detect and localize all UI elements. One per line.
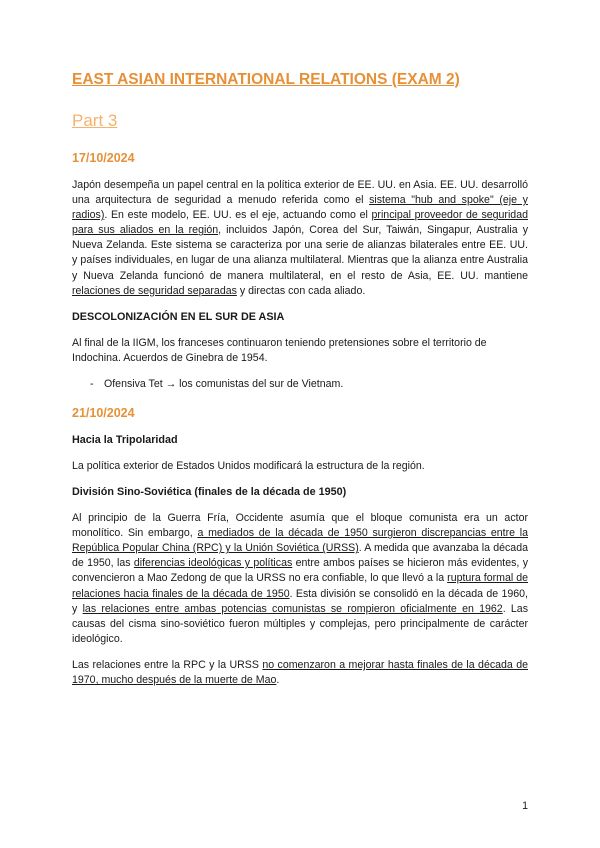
underlined-text: las relaciones entre ambas potencias comunistas se rompieron oficialmente en 1962 bbox=[82, 602, 503, 615]
document-page bbox=[72, 70, 528, 699]
section-heading: DESCOLONIZACIÓN EN EL SUR DE ASIA bbox=[72, 310, 285, 323]
text-run: Japón desempeña un papel central en la política exterior de EE. UU. en Asia. EE. UU. desarrolló una arquitectura de seguridad a menudo referida como el bbox=[72, 179, 528, 207]
section-date: 21/10/2024 bbox=[72, 405, 135, 420]
underlined-text: sistema "hub and spoke" (eje y radios) bbox=[72, 194, 528, 222]
section-date: 17/10/2024 bbox=[72, 151, 135, 165]
text-run: . A medida que avanzaba la década de 1950, las bbox=[72, 542, 528, 570]
paragraph-hub-and-spoke bbox=[72, 178, 528, 299]
part-heading: Part 3 bbox=[72, 111, 118, 130]
text-run: . Las causas del cisma sino-soviético fueron múltiples y complejas, pero principalmente de carácter ideológico. bbox=[72, 602, 528, 645]
text-run: Las relaciones entre la RPC y la URSS bbox=[72, 658, 263, 671]
text-run: , incluidos Japón, Corea del Sur, Taiwán, Singapur, Australia y Nueva Zelanda. Este sistema se caracteriza por una serie de alianzas bilaterales entre EE. UU. y países individuales, en lugar de una alianza multilateral. Mientras que la alianza entre Australia y Nueva Zelanda funcionó de manera multilateral, en el resto de Asia, EE. UU. mantiene bbox=[72, 224, 529, 282]
underlined-text: no comenzaron a mejorar hasta finales de la década de 1970, mucho después de la muerte de Mao bbox=[72, 658, 528, 686]
text-run: y directas con cada aliado. bbox=[236, 284, 366, 297]
underlined-text: relaciones de seguridad separadas bbox=[72, 284, 237, 297]
text-run: . Esta división se consolidó en la década de 1960, y bbox=[72, 587, 528, 615]
underlined-text: principal proveedor de seguridad para sus aliados en la región bbox=[72, 209, 528, 237]
paragraph-sino-soviet-split bbox=[72, 511, 528, 647]
list-item-text: Ofensiva Tet → los comunistas del sur de Vietnam. bbox=[104, 377, 344, 390]
underlined-text: a mediados de la década de 1950 surgieron discrepancias entre la República Popular China (RPC) y la Unión Soviética (URSS) bbox=[72, 527, 528, 555]
paragraph-indochina: Al final de la IIGM, los franceses continuaron teniendo pretensiones sobre el territorio de Indochina. Acuerdos de Ginebra de 1954. bbox=[72, 336, 487, 364]
section-heading: División Sino-Soviética (finales de la década de 1950) bbox=[72, 486, 347, 499]
paragraph-relations-improve bbox=[72, 658, 528, 688]
paragraph-tripolarity: La política exterior de Estados Unidos modificará la estructura de la región. bbox=[72, 459, 425, 472]
text-run: entre ambos países se hicieron más evidentes, y convencieron a Mao Zedong de que la URSS no era confiable, lo que llevó a la bbox=[72, 557, 529, 585]
text-run: Al principio de la Guerra Fría, Occidente asumía que el bloque comunista era un actor monolítico. Sin embargo, bbox=[72, 512, 528, 540]
document-title: EAST ASIAN INTERNATIONAL RELATIONS (EXAM 2) bbox=[72, 71, 460, 88]
section-heading: Hacia la Tripolaridad bbox=[72, 433, 178, 446]
bullet-dash: - bbox=[90, 377, 94, 390]
text-run: . bbox=[276, 673, 280, 686]
list-item bbox=[72, 377, 528, 392]
underlined-text: diferencias ideológicas y políticas bbox=[133, 557, 293, 570]
text-run: . En este modelo, EE. UU. es el eje, actuando como el bbox=[104, 209, 372, 222]
page-number: 1 bbox=[522, 800, 528, 812]
underlined-text: ruptura formal de relaciones hacia finales de la década de 1950 bbox=[72, 572, 528, 600]
